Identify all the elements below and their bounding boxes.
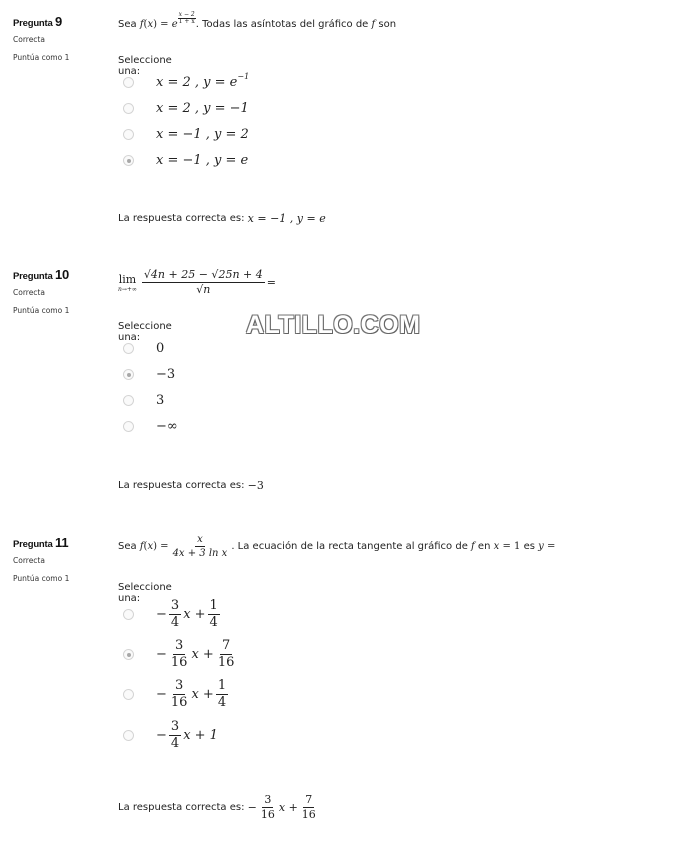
question-9 <box>0 11 700 234</box>
option-text: x = −1 , y = e <box>156 153 249 168</box>
question-10 <box>0 267 700 497</box>
radio-button[interactable] <box>123 689 134 700</box>
answer-option[interactable] <box>123 72 250 90</box>
radio-button[interactable] <box>123 103 134 114</box>
question-text: lim n→+∞ $\frac{√4n + 25 - √25n + 4}{√n}$ = <box>118 268 276 297</box>
option-text: 0 <box>156 341 165 356</box>
option-text: − $\frac{3}{16}$ x + $\frac{1}{4}$ <box>156 678 227 711</box>
question-text: Sea f ( x ) = e $\frac{x - 2}{1 + x}$ . Todas las asíntotas del gráfico de f son <box>118 11 397 30</box>
answer-option[interactable] <box>123 720 218 752</box>
radio-button[interactable] <box>123 77 134 88</box>
option-text: −3 <box>156 367 176 382</box>
option-text: x = −1 , y = 2 <box>156 127 249 142</box>
answer-option[interactable] <box>123 599 222 631</box>
question-info <box>13 267 108 315</box>
question-number: Pregunta 10 <box>13 267 70 282</box>
option-text: x = 2 , y = e −1 <box>156 72 250 90</box>
answer-option[interactable] <box>123 153 248 168</box>
select-label: Seleccione una: <box>118 55 172 77</box>
question-text: Sea f ( x ) = $\frac{x}{\text{4x + 3 ln x}}$ . La ecuación de la recta tangente al gráfico de f en x = 1 es y = <box>118 534 556 559</box>
question-number: Pregunta 9 <box>13 14 63 29</box>
question-grade: Puntúa como 1 <box>13 306 70 315</box>
correct-answer-feedback: La respuesta correcta es: − $\frac{3}{16}$ x + $\frac{7}{16}$ <box>118 793 316 822</box>
option-text: 3 <box>156 393 165 408</box>
correct-answer-feedback: La respuesta correcta es: x = −1 , y = e <box>118 212 326 225</box>
question-info <box>13 535 108 583</box>
answer-option[interactable] <box>123 419 178 434</box>
option-text: x = 2 , y = −1 <box>156 101 249 116</box>
question-grade: Puntúa como 1 <box>13 574 70 583</box>
question-11 <box>0 535 700 835</box>
radio-button[interactable] <box>123 421 134 432</box>
select-label: Seleccione una: <box>118 582 172 604</box>
answer-option[interactable] <box>123 367 175 382</box>
answer-option[interactable] <box>123 639 238 671</box>
radio-button-selected[interactable] <box>123 369 134 380</box>
option-text: − $\frac{3}{16}$ x + $\frac{7}{16}$ <box>156 638 235 671</box>
radio-button[interactable] <box>123 609 134 620</box>
radio-button[interactable] <box>123 343 134 354</box>
radio-button-selected[interactable] <box>123 649 134 660</box>
radio-button[interactable] <box>123 395 134 406</box>
watermark: ALTILLO.COM <box>246 311 421 339</box>
select-label: Seleccione una: <box>118 321 172 343</box>
answer-option[interactable] <box>123 101 249 116</box>
question-state: Correcta <box>13 288 45 297</box>
question-state: Correcta <box>13 35 45 44</box>
radio-button[interactable] <box>123 129 134 140</box>
question-grade: Puntúa como 1 <box>13 53 70 62</box>
option-text: − $\frac{3}{4}$ x + 1 <box>156 719 218 752</box>
radio-button-selected[interactable] <box>123 155 134 166</box>
question-number: Pregunta 11 <box>13 535 69 550</box>
answer-option[interactable] <box>123 393 164 408</box>
answer-option[interactable] <box>123 127 249 142</box>
correct-answer-feedback: La respuesta correcta es: −3 <box>118 479 264 492</box>
answer-option[interactable] <box>123 341 164 356</box>
question-info <box>13 14 108 62</box>
radio-button[interactable] <box>123 730 134 741</box>
question-state: Correcta <box>13 556 45 565</box>
answer-option[interactable] <box>123 679 230 711</box>
option-text: −∞ <box>156 419 178 434</box>
option-text: − $\frac{3}{4}$ x + $\frac{1}{4}$ <box>156 598 218 631</box>
